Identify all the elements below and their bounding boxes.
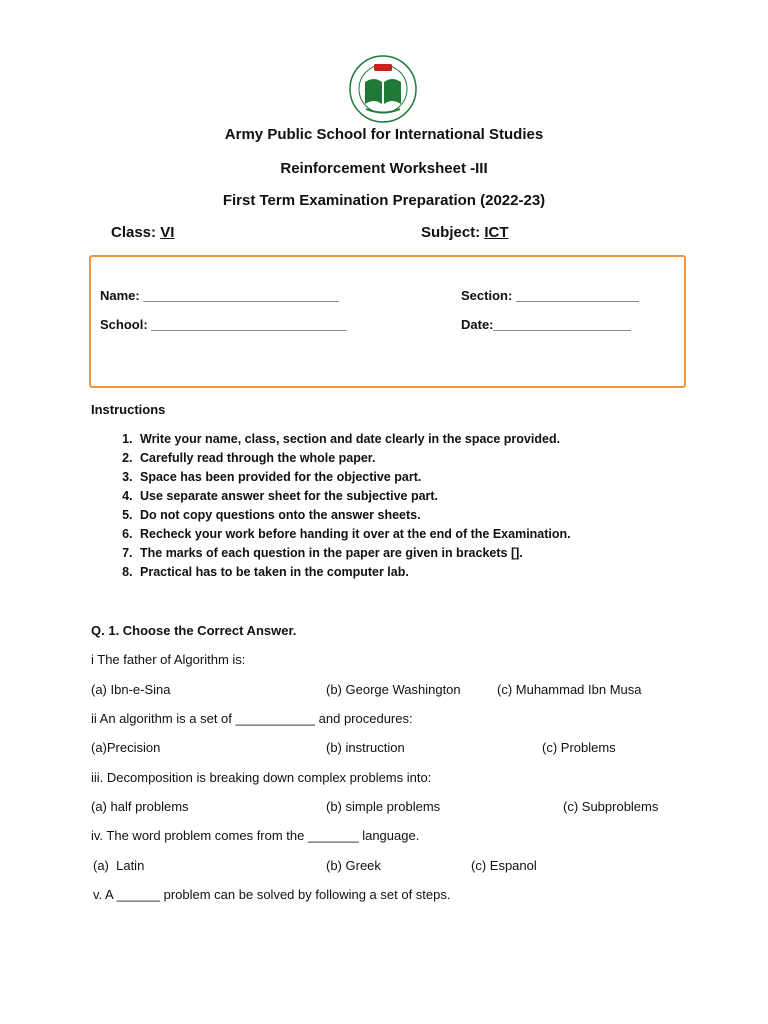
section-field[interactable]: Section: _________________ (461, 288, 639, 303)
option-a[interactable]: (a) half problems (91, 799, 189, 814)
instruction-item: 4. Use separate answer sheet for the subjective part. (136, 487, 571, 506)
option-a[interactable]: (a) Latin (93, 858, 145, 873)
date-field[interactable]: Date:___________________ (461, 317, 631, 332)
question-text: v. A ______ problem can be solved by following a set of steps. (93, 887, 451, 902)
class-label: Class: (111, 224, 157, 241)
question-text: ii An algorithm is a set of ___________ and procedures: (91, 711, 413, 726)
option-c[interactable]: (c) Problems (542, 740, 616, 755)
instructions-list (91, 430, 571, 582)
q1-title: Q. 1. Choose the Correct Answer. (91, 623, 297, 638)
instruction-item: 5. Do not copy questions onto the answer sheets. (136, 506, 571, 525)
option-b[interactable]: (b) instruction (326, 740, 405, 755)
instruction-item: 7. The marks of each question in the paper are given in brackets []. (136, 544, 571, 563)
exam-title: First Term Examination Preparation (2022-23) (222, 192, 546, 209)
question-text: iii. Decomposition is breaking down complex problems into: (91, 770, 432, 785)
instruction-item: 8. Practical has to be taken in the computer lab. (136, 563, 571, 582)
school-name: Army Public School for International Studies (224, 126, 544, 143)
school-logo (348, 54, 418, 124)
option-c[interactable]: (c) Espanol (471, 858, 537, 873)
instruction-item: 3. Space has been provided for the objective part. (136, 468, 571, 487)
option-b[interactable]: (b) Greek (326, 858, 381, 873)
school-field[interactable]: School: ___________________________ (100, 317, 347, 332)
instruction-item: 2. Carefully read through the whole paper. (136, 449, 571, 468)
name-field[interactable]: Name: ___________________________ (100, 288, 339, 303)
option-c[interactable]: (c) Muhammad Ibn Musa (497, 682, 642, 697)
subject-label: Subject: (421, 224, 481, 241)
question-text: i The father of Algorithm is: (91, 652, 246, 667)
class-line (111, 224, 174, 241)
worksheet-title: Reinforcement Worksheet -III (280, 160, 488, 177)
question-text: iv. The word problem comes from the _______ language. (91, 828, 420, 843)
option-a[interactable]: (a)Precision (91, 740, 161, 755)
option-b[interactable]: (b) simple problems (326, 799, 441, 814)
instruction-item: 6. Recheck your work before handing it over at the end of the Examination. (136, 525, 571, 544)
option-c[interactable]: (c) Subproblems (563, 799, 659, 814)
class-value: VI (160, 224, 175, 241)
option-b[interactable]: (b) George Washington (326, 682, 461, 697)
instructions-title: Instructions (91, 402, 166, 417)
instruction-item: 1. Write your name, class, section and date clearly in the space provided. (136, 430, 571, 449)
option-a[interactable]: (a) Ibn-e-Sina (91, 682, 171, 697)
subject-value: ICT (484, 224, 509, 241)
subject-line (421, 224, 509, 241)
